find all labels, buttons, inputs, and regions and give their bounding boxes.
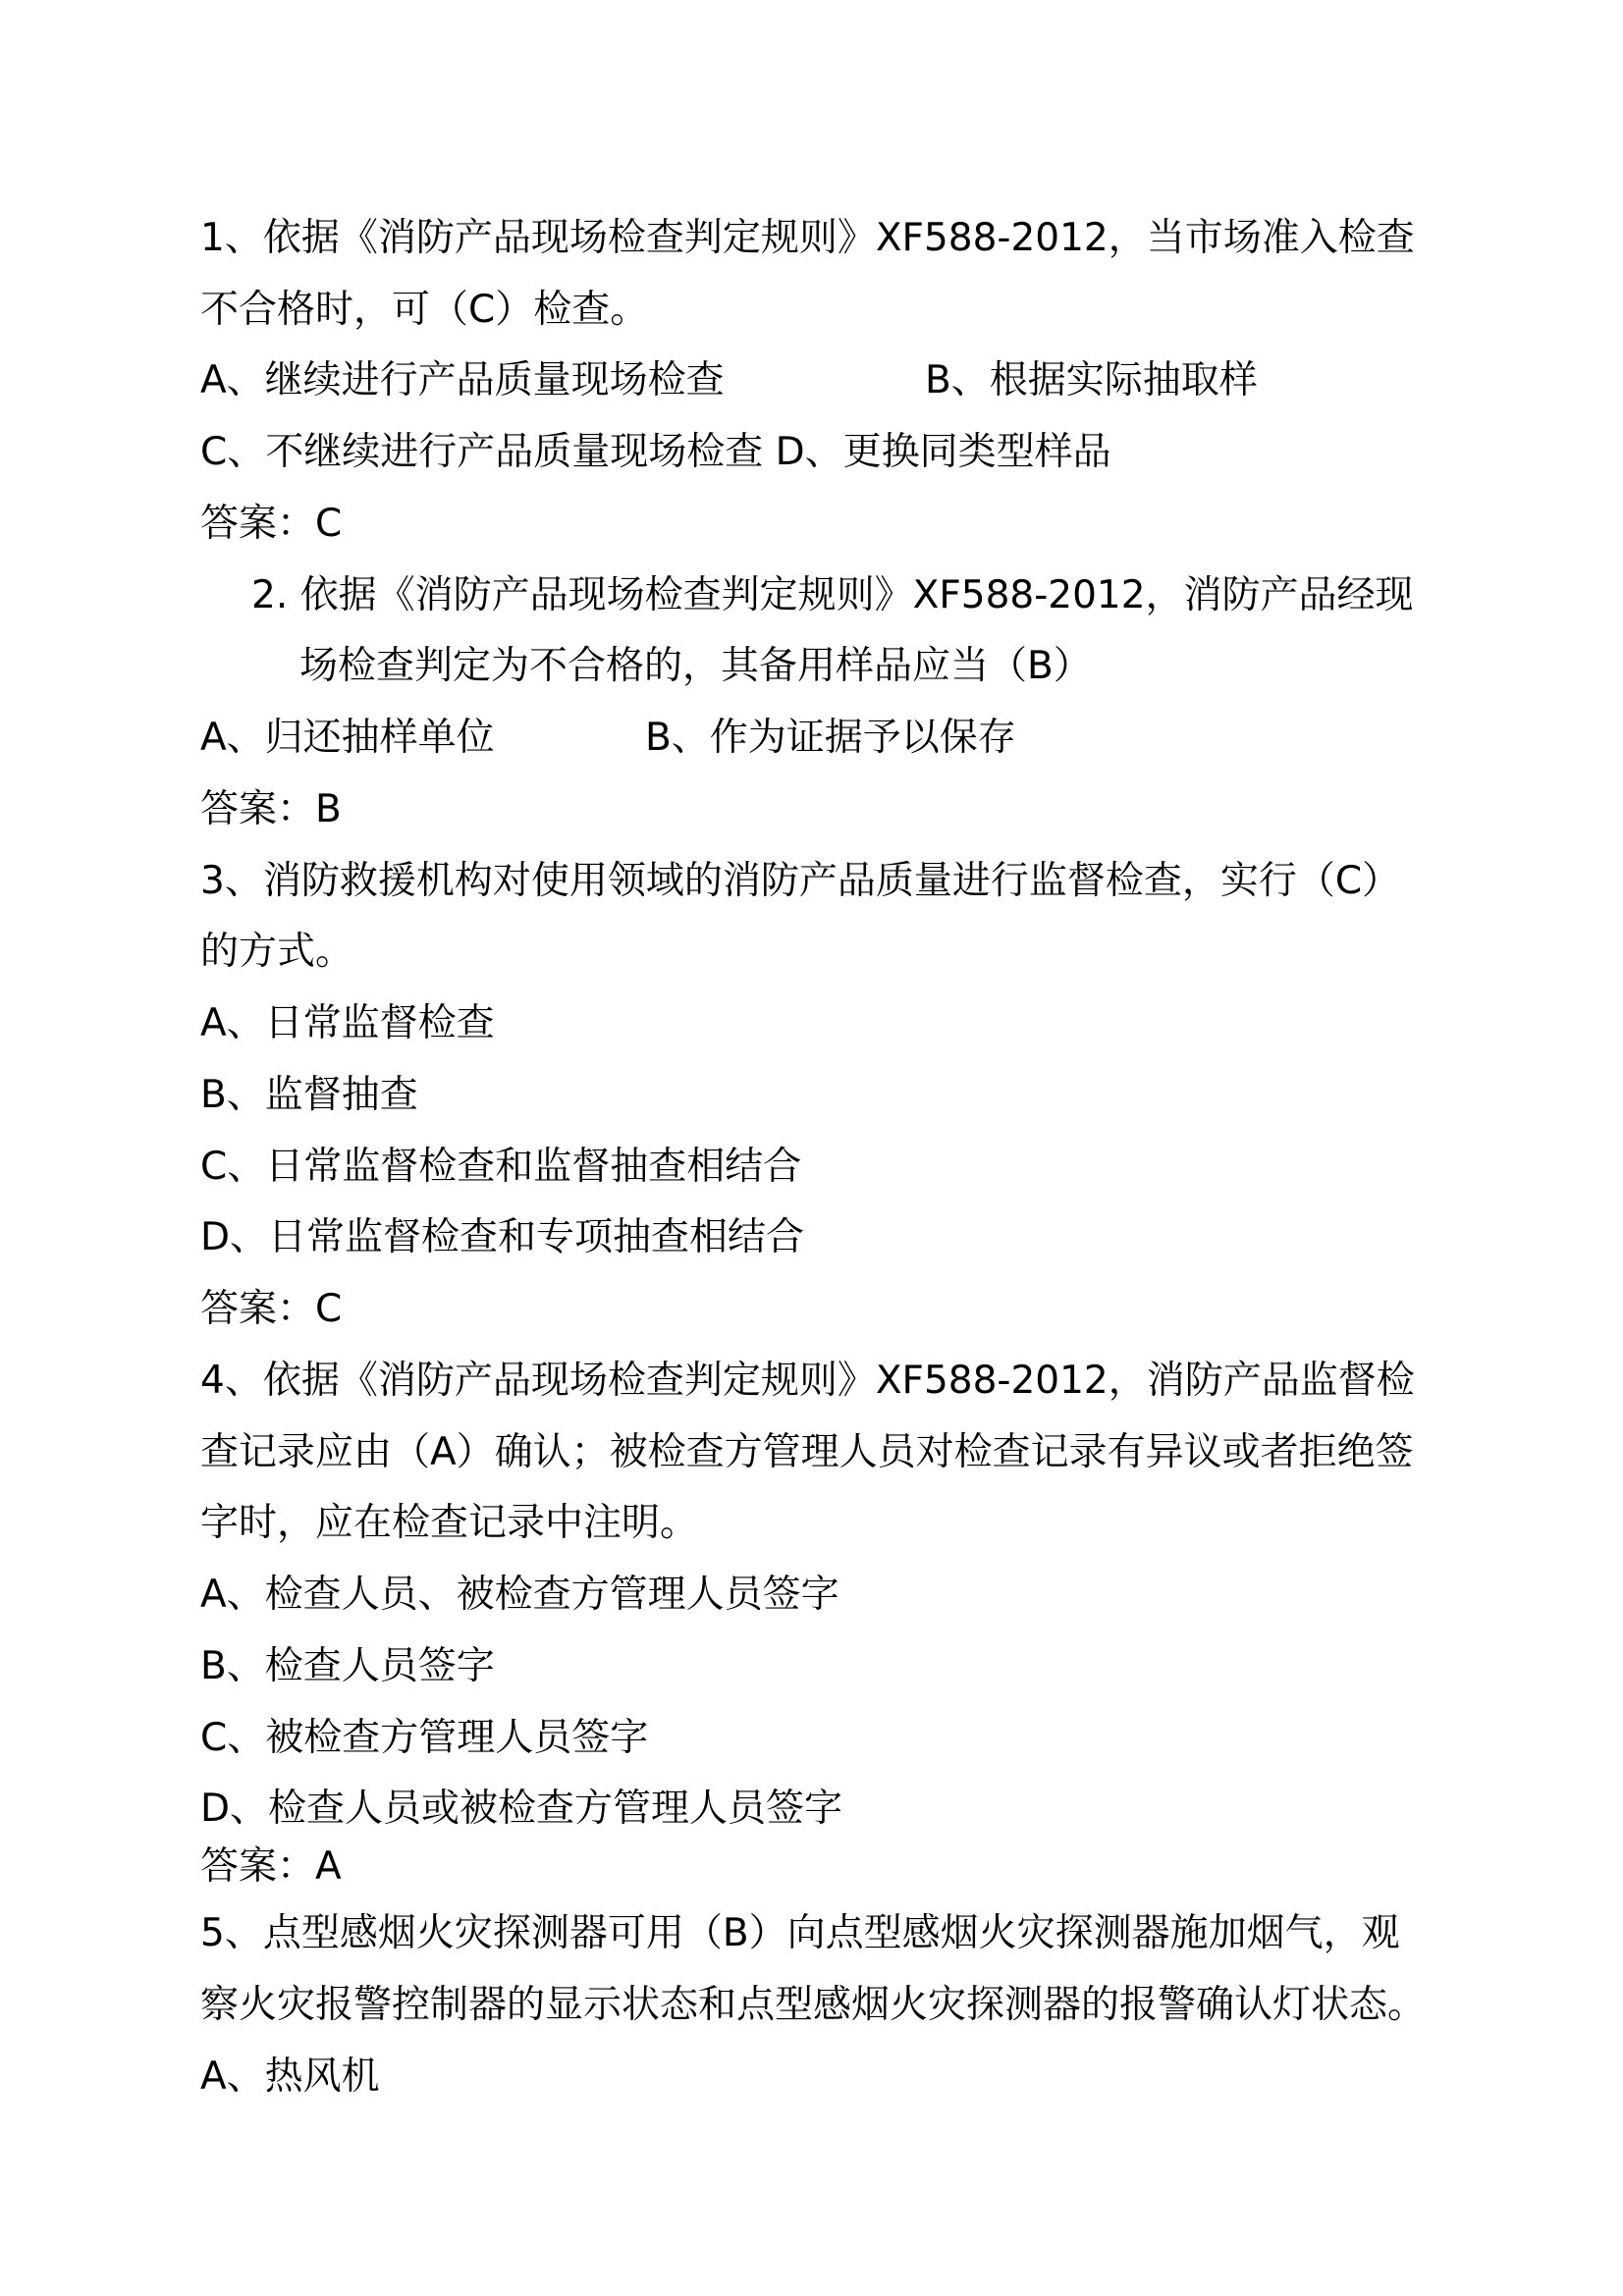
q3-answer: 答案：C: [200, 1287, 343, 1331]
q4-option-d: D、检查人员或被检查方管理人员签字: [200, 1787, 843, 1831]
q5-stem-line-1: 5、点型感烟火灾探测器可用（B）向点型感烟火灾探测器施加烟气，观: [200, 1911, 1400, 1955]
q3-stem-line-2: 的方式。: [200, 930, 354, 974]
q4-option-a: A、检查人员、被检查方管理人员签字: [200, 1573, 839, 1617]
q5-stem-line-2: 察火灾报警控制器的显示状态和点型感烟火灾探测器的报警确认灯状态。: [200, 1983, 1427, 2027]
q2-option-row-1: [200, 713, 1016, 764]
q3-option-a: A、日常监督检查: [200, 1001, 495, 1045]
q2-option-b: B、作为证据予以保存: [645, 716, 1016, 760]
q1-option-row-2: C、不继续进行产品质量现场检查 D、更换同类型样品: [200, 430, 1111, 474]
q4-stem-line-2: 查记录应由（A）确认；被检查方管理人员对检查记录有异议或者拒绝签: [200, 1430, 1414, 1474]
q3-option-b: B、监督抽查: [200, 1073, 418, 1117]
q3-stem-line-1: 3、消防救援机构对使用领域的消防产品质量进行监督检查，实行（C）: [200, 859, 1401, 903]
q2-stem-line-1: 2. 依据《消防产品现场检查判定规则》XF588-2012，消防产品经现: [251, 573, 1414, 617]
q4-answer: 答案：A: [200, 1844, 342, 1889]
q1-option-row-1: [200, 355, 1258, 406]
q2-answer: 答案：B: [200, 787, 342, 831]
q4-stem-line-1: 4、依据《消防产品现场检查判定规则》XF588-2012，消防产品监督检: [200, 1359, 1415, 1403]
q4-stem-line-3: 字时，应在检查记录中注明。: [200, 1501, 699, 1545]
q3-option-d: D、日常监督检查和专项抽查相结合: [200, 1215, 805, 1259]
q1-answer: 答案：C: [200, 502, 343, 546]
q4-option-c: C、被检查方管理人员签字: [200, 1716, 649, 1760]
q5-option-a: A、热风机: [200, 2055, 380, 2099]
q1-stem-line-2: 不合格时，可（C）检查。: [200, 288, 649, 332]
q2-option-a: A、归还抽样单位: [200, 716, 495, 760]
q1-option-a: A、继续进行产品质量现场检查: [200, 358, 725, 402]
q1-option-b: B、根据实际抽取样: [925, 358, 1258, 402]
q1-stem-line-1: 1、依据《消防产品现场检查判定规则》XF588-2012，当市场准入检查: [200, 216, 1415, 260]
q2-stem-line-2: 场检查判定为不合格的，其备用样品应当（B）: [299, 644, 1092, 688]
q3-option-c: C、日常监督检查和监督抽查相结合: [200, 1145, 802, 1189]
q4-option-b: B、检查人员签字: [200, 1644, 495, 1688]
